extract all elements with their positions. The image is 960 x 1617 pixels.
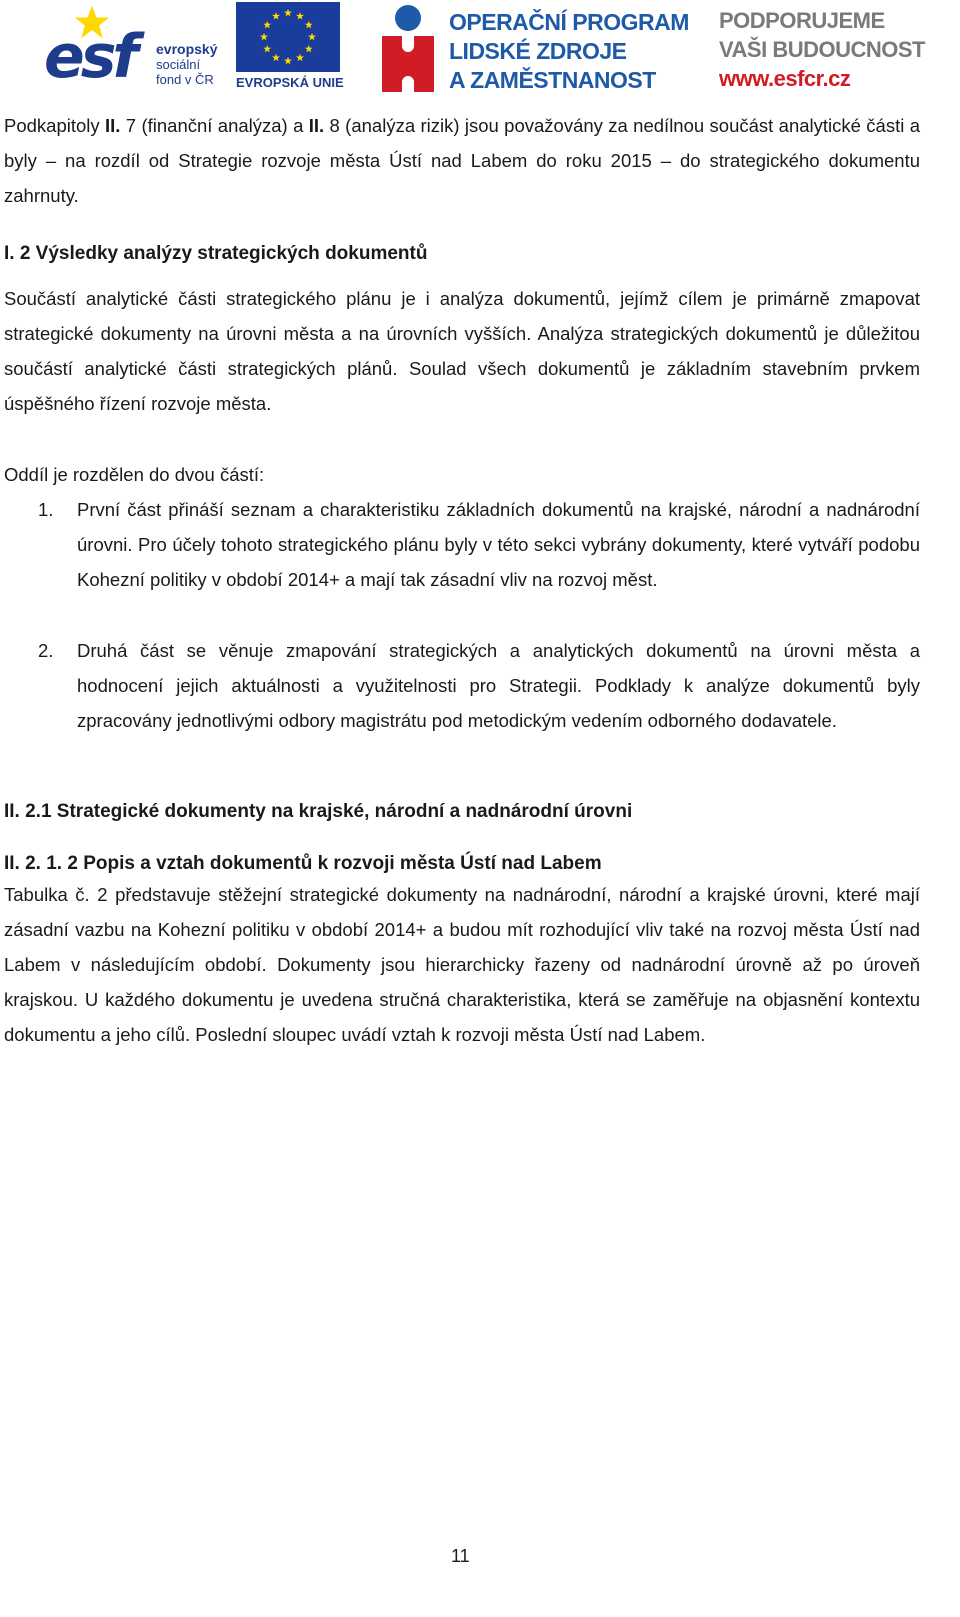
support-slogan — [719, 6, 925, 93]
esf-caption-line3: fond v ČR — [156, 72, 214, 87]
list-item-number: 1. — [38, 499, 54, 520]
page-number: 11 — [451, 1546, 470, 1566]
list-item-text: Druhá část se věnuje zmapování strategických a analytických dokumentů na úrovni města a hodnocení jejich aktuálnosti a využitelnosti pro Strategii. Podklady k analýze dokumentů byly zpracovány jednotlivými odbory magistrátu pod metodickým vedením odborného dodavatele. — [77, 640, 920, 731]
support-line2: VAŠI BUDOUCNOST — [719, 37, 925, 62]
section-1-2-paragraph: Součástí analytické části strategického plánu je i analýza dokumentů, jejímž cílem je primárně zmapovat strategické dokumenty na úrovni města a na úrovních vyšších. Analýza strategických dokumentů je důležitou součástí analytické části strategických plánů. Soulad všech dokumentů je základním stavebním prvkem úspěšného řízení rozvoje města. — [4, 288, 920, 414]
intro-paragraph — [4, 108, 920, 213]
eu-flag-icon — [236, 2, 340, 72]
op-title — [449, 8, 689, 95]
intro-text-1: Podkapitoly — [4, 115, 106, 136]
list-item-number: 2. — [38, 640, 54, 661]
esf-caption — [156, 42, 217, 87]
list-item-text: První část přináší seznam a charakteristiku základních dokumentů na krajské, národní a nadnárodní úrovni. Pro účely tohoto strategického plánu byly v této sekci vybrány dokumenty, které vytváří podobu Kohezní politiky v období 2014+ a mají tak zásadní vliv na rozvoj měst. — [77, 499, 920, 590]
header-banner — [0, 0, 960, 100]
intro-ref-2: II. — [308, 115, 325, 136]
op-title-line1: OPERAČNÍ PROGRAM — [449, 9, 689, 35]
esf-caption-line2: sociální — [156, 57, 201, 72]
eu-logo — [236, 2, 344, 92]
section-heading-2-1: II. 2.1 Strategické dokumenty na krajské, národní a nadnárodní úrovni — [4, 801, 633, 822]
support-line1: PODPORUJEME — [719, 8, 885, 33]
intro-text-2: 7 (finanční analýza) a — [120, 115, 309, 136]
support-url-link[interactable]: www.esfcr.cz — [719, 66, 851, 91]
op-title-line3: A ZAMĚSTNANOST — [449, 67, 656, 93]
esf-wordmark: esf — [44, 22, 135, 92]
intro-text-3: 8 (analýza rizik) jsou považovány za nedílnou součást analytické části a byly – na rozdíl od Strategie rozvoje města Ústí nad Labem do roku 2015 – do strategického dokumentu zahrnuty. — [4, 115, 920, 206]
esf-caption-line1: evropský — [156, 41, 218, 57]
section-heading-2-1-2: II. 2. 1. 2 Popis a vztah dokumentů k rozvoji města Ústí nad Labem — [4, 853, 602, 874]
puzzle-figure-icon — [376, 2, 440, 94]
esf-logo — [44, 2, 230, 92]
eu-label: EVROPSKÁ UNIE — [236, 75, 344, 90]
section-heading-1-2: I. 2 Výsledky analýzy strategických dokumentů — [4, 243, 428, 264]
list-intro: Oddíl je rozdělen do dvou částí: — [4, 464, 265, 485]
section-2-1-2-paragraph: Tabulka č. 2 představuje stěžejní strategické dokumenty na nadnárodní, národní a krajské úrovni, které mají zásadní vazbu na Kohezní politiku v období 2014+ a budou mít rozhodující vliv také na rozvoj města Ústí nad Labem v následujícím období. Dokumenty jsou hierarchicky řazeny od nadnárodní úrovně až po úroveň krajskou. U každého dokumentu je uvedena stručná charakteristika, která se zaměřuje na objasnění kontextu dokumentu a jeho cílů. Poslední sloupec uvádí vztah k rozvoji města Ústí nad Labem. — [4, 884, 920, 1045]
op-title-line2: LIDSKÉ ZDROJE — [449, 38, 627, 64]
op-logo — [376, 2, 696, 94]
intro-ref-1: II. — [105, 115, 121, 136]
